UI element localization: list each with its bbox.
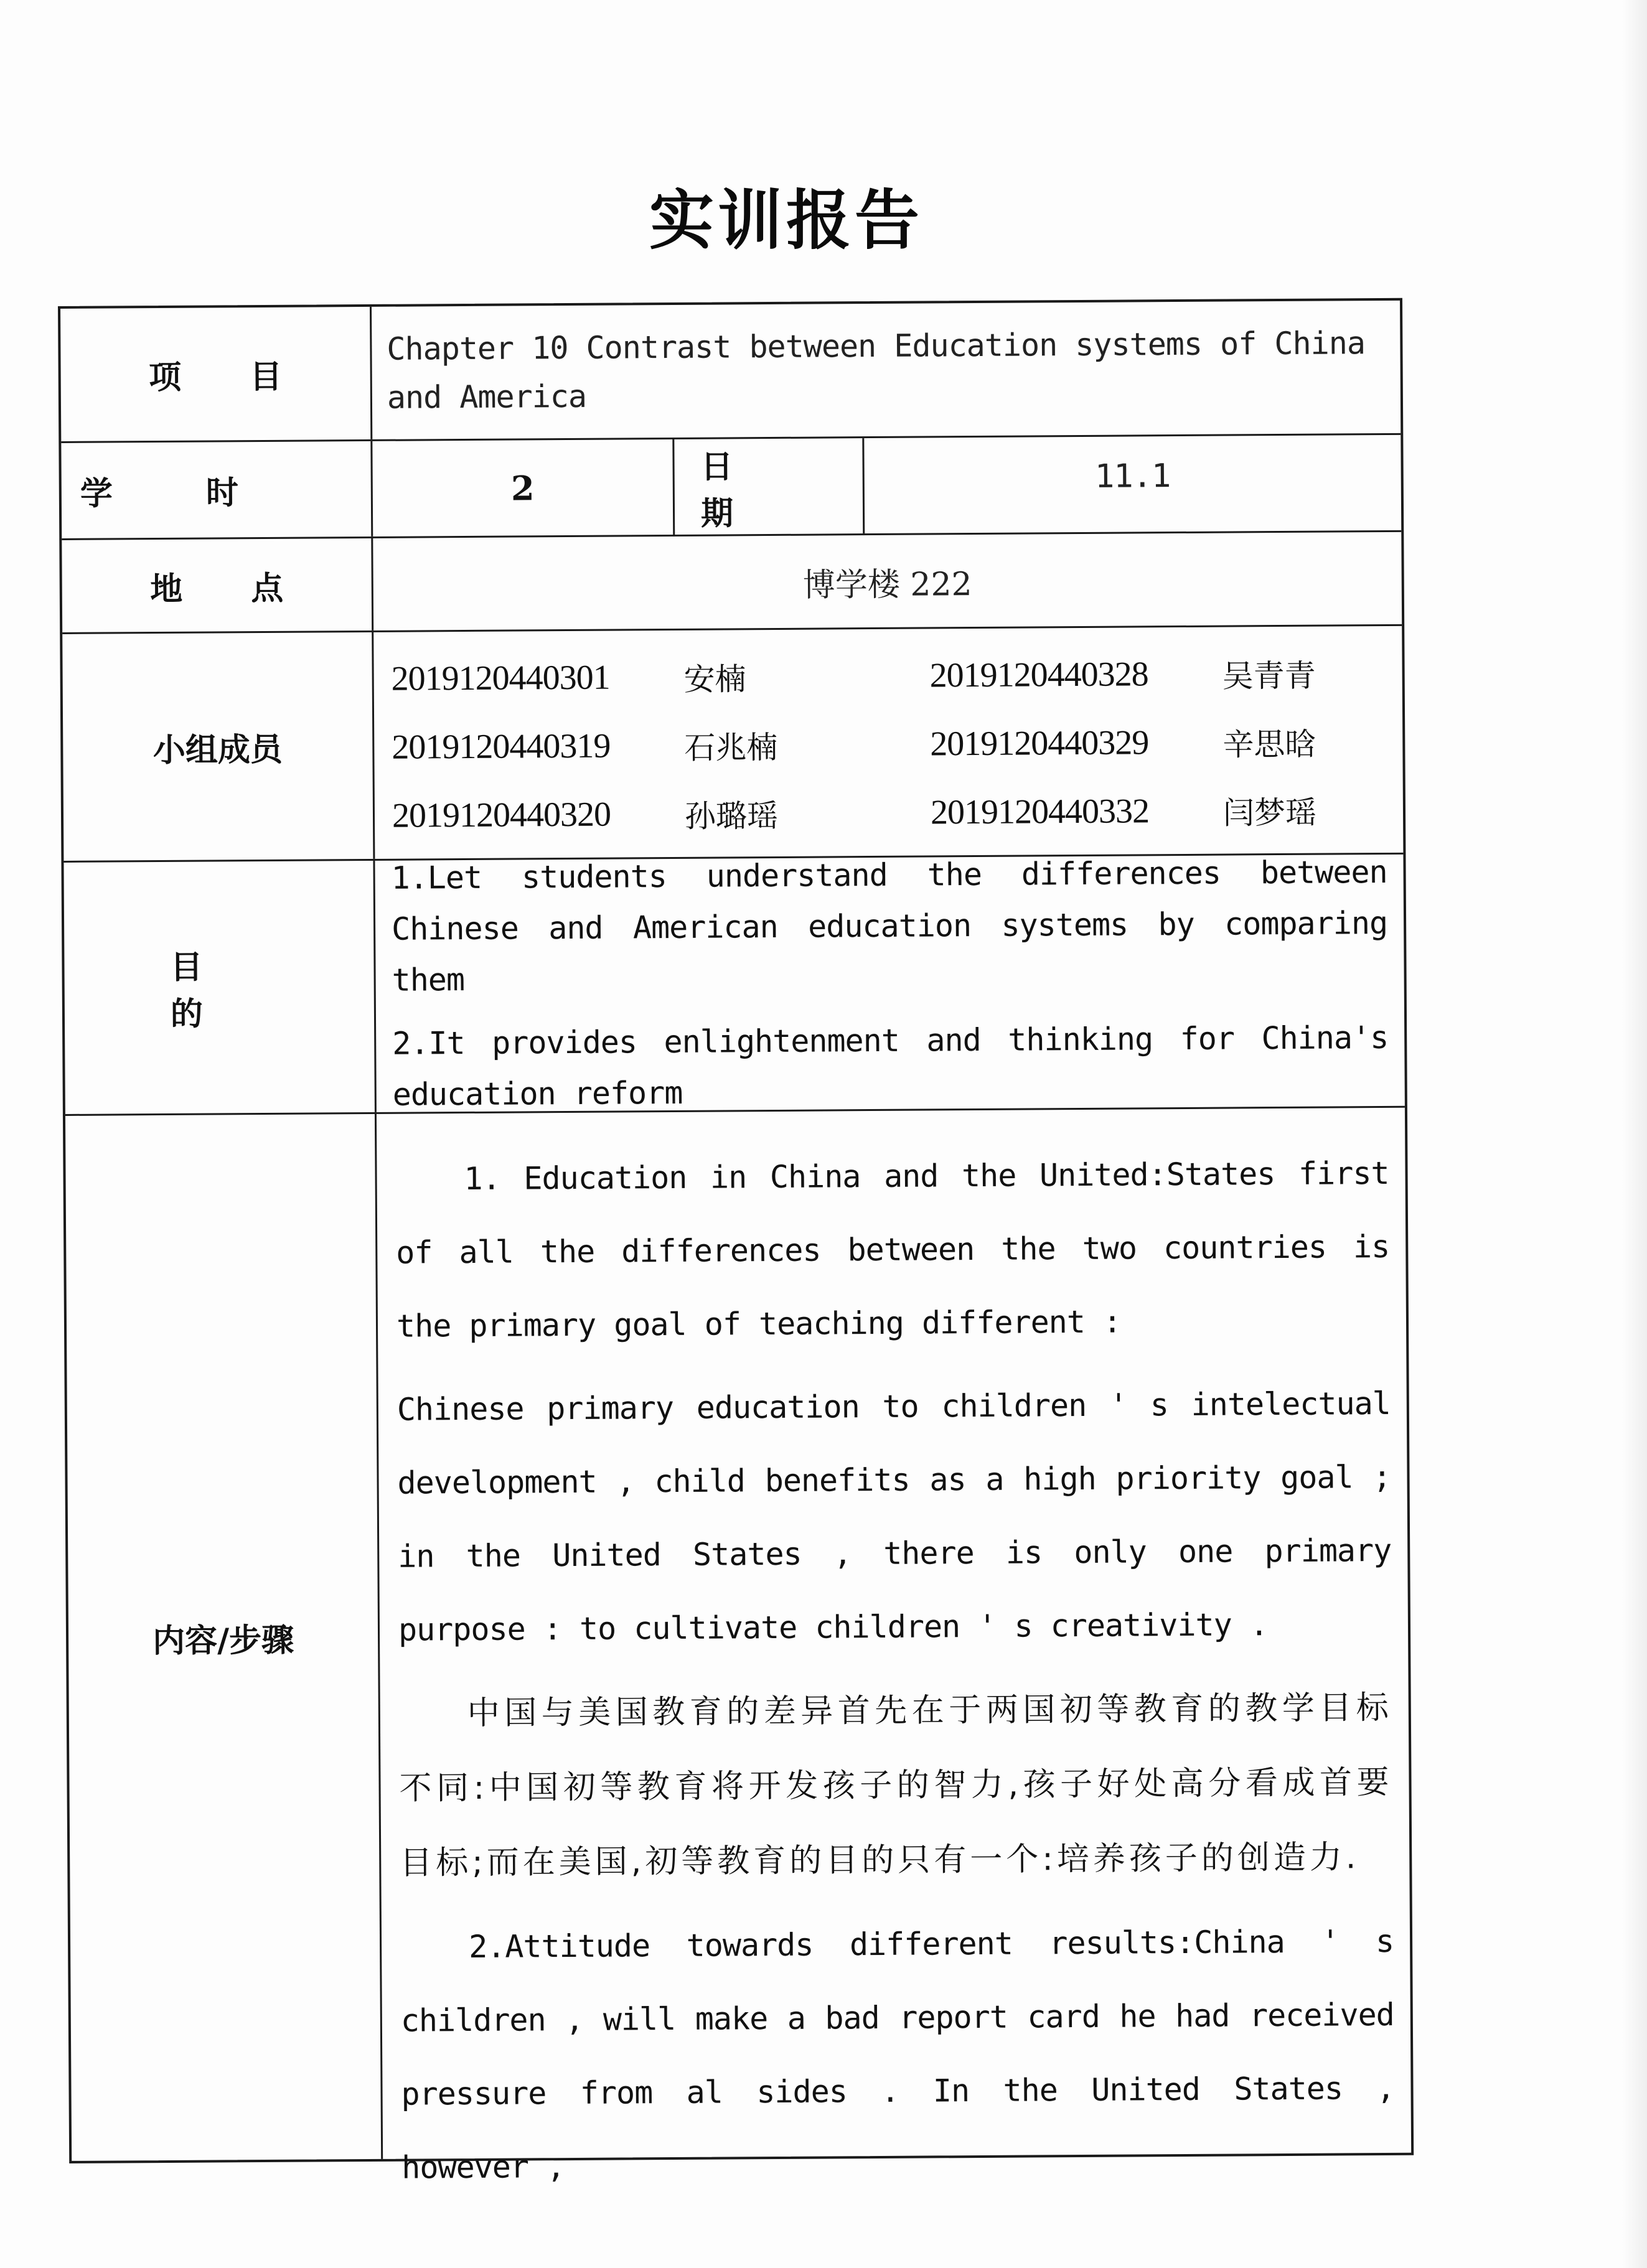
content-label-cell bbox=[65, 1114, 383, 2161]
objective-item: 1.Let students understand the differences between Chinese and American education systems by comparing them bbox=[391, 853, 1388, 998]
hours-value: 2 bbox=[372, 439, 675, 537]
member-id: 2019120440320 bbox=[392, 795, 611, 835]
date-label-cell bbox=[674, 438, 865, 535]
location-label-cell bbox=[62, 538, 373, 632]
member-name: 孙璐瑶 bbox=[684, 797, 779, 835]
objective-item: 2.It provides enlightenment and thinking for China's education reform bbox=[392, 1019, 1389, 1113]
row-objectives bbox=[63, 855, 1404, 1116]
row-hours-date bbox=[61, 435, 1401, 540]
member-id: 2019120440328 bbox=[929, 655, 1148, 695]
content-paragraph-chinese: 中国与美国教育的差异首先在于两国初等教育的教学目标不同:中国初等教育将开发孩子的智力,孩子好处高分看成首要目标;而在美国,初等教育的目的只有一个:培养孩子的创造力. bbox=[399, 1689, 1393, 1882]
hours-date-cells bbox=[372, 435, 1401, 537]
member-name: 吴青青 bbox=[1222, 657, 1316, 695]
objectives-label-cell bbox=[63, 861, 376, 1114]
date-label: 日期 bbox=[700, 448, 802, 533]
member-id: 2019120440332 bbox=[930, 792, 1150, 832]
row-content bbox=[65, 1108, 1411, 2186]
objectives-value-cell bbox=[375, 855, 1404, 1112]
document-title: 实训报告 bbox=[649, 182, 923, 258]
hours-label: 学时 bbox=[80, 474, 332, 513]
member-id: 2019120440301 bbox=[391, 658, 610, 698]
member-name: 安楠 bbox=[683, 661, 746, 698]
row-project bbox=[60, 301, 1401, 443]
row-members bbox=[62, 626, 1403, 863]
hours-label-cell bbox=[61, 441, 373, 538]
member-name: 石兆楠 bbox=[684, 729, 778, 766]
project-label-cell bbox=[60, 307, 372, 441]
date-value: 11.1 bbox=[1094, 457, 1171, 495]
members-label: 小组成员 bbox=[152, 731, 283, 769]
location-value: 博学楼 222 bbox=[802, 565, 972, 604]
member-name: 辛思晗 bbox=[1222, 726, 1316, 763]
content-paragraph: 1. Education in China and the United:States first of all the differences between the two countries is the primary goal of teaching different : bbox=[396, 1155, 1390, 1344]
content-label: 内容/步骤 bbox=[152, 1621, 294, 1661]
project-label: 项目 bbox=[149, 358, 351, 397]
location-label: 地点 bbox=[150, 569, 352, 608]
members-label-cell bbox=[62, 632, 375, 861]
row-location bbox=[62, 532, 1402, 634]
content-value-cell bbox=[377, 1108, 1411, 2186]
content-paragraph: 2.Attitude towards different results:China ' s children , will make a bad report card he had received pressure from al sides . In the United States , however , bbox=[400, 1923, 1395, 2186]
report-table bbox=[58, 298, 1414, 2186]
content-paragraph: Chinese primary education to children ' s intelectual development , child benefits as a high priority goal ; in the United States , there is only one primary purpose : to cultivate children ' s creativity . bbox=[396, 1385, 1392, 1648]
member-name: 闫梦瑶 bbox=[1222, 794, 1317, 832]
member-id: 2019120440319 bbox=[392, 726, 611, 767]
members-value-cell bbox=[373, 626, 1403, 859]
objectives-label: 目的 bbox=[170, 948, 309, 1033]
members-list bbox=[373, 626, 1379, 850]
member-id: 2019120440329 bbox=[930, 723, 1149, 764]
page-edge-shadow bbox=[1622, 0, 1647, 2268]
project-value: Chapter 10 Contrast between Education systems of China and America bbox=[387, 324, 1366, 416]
